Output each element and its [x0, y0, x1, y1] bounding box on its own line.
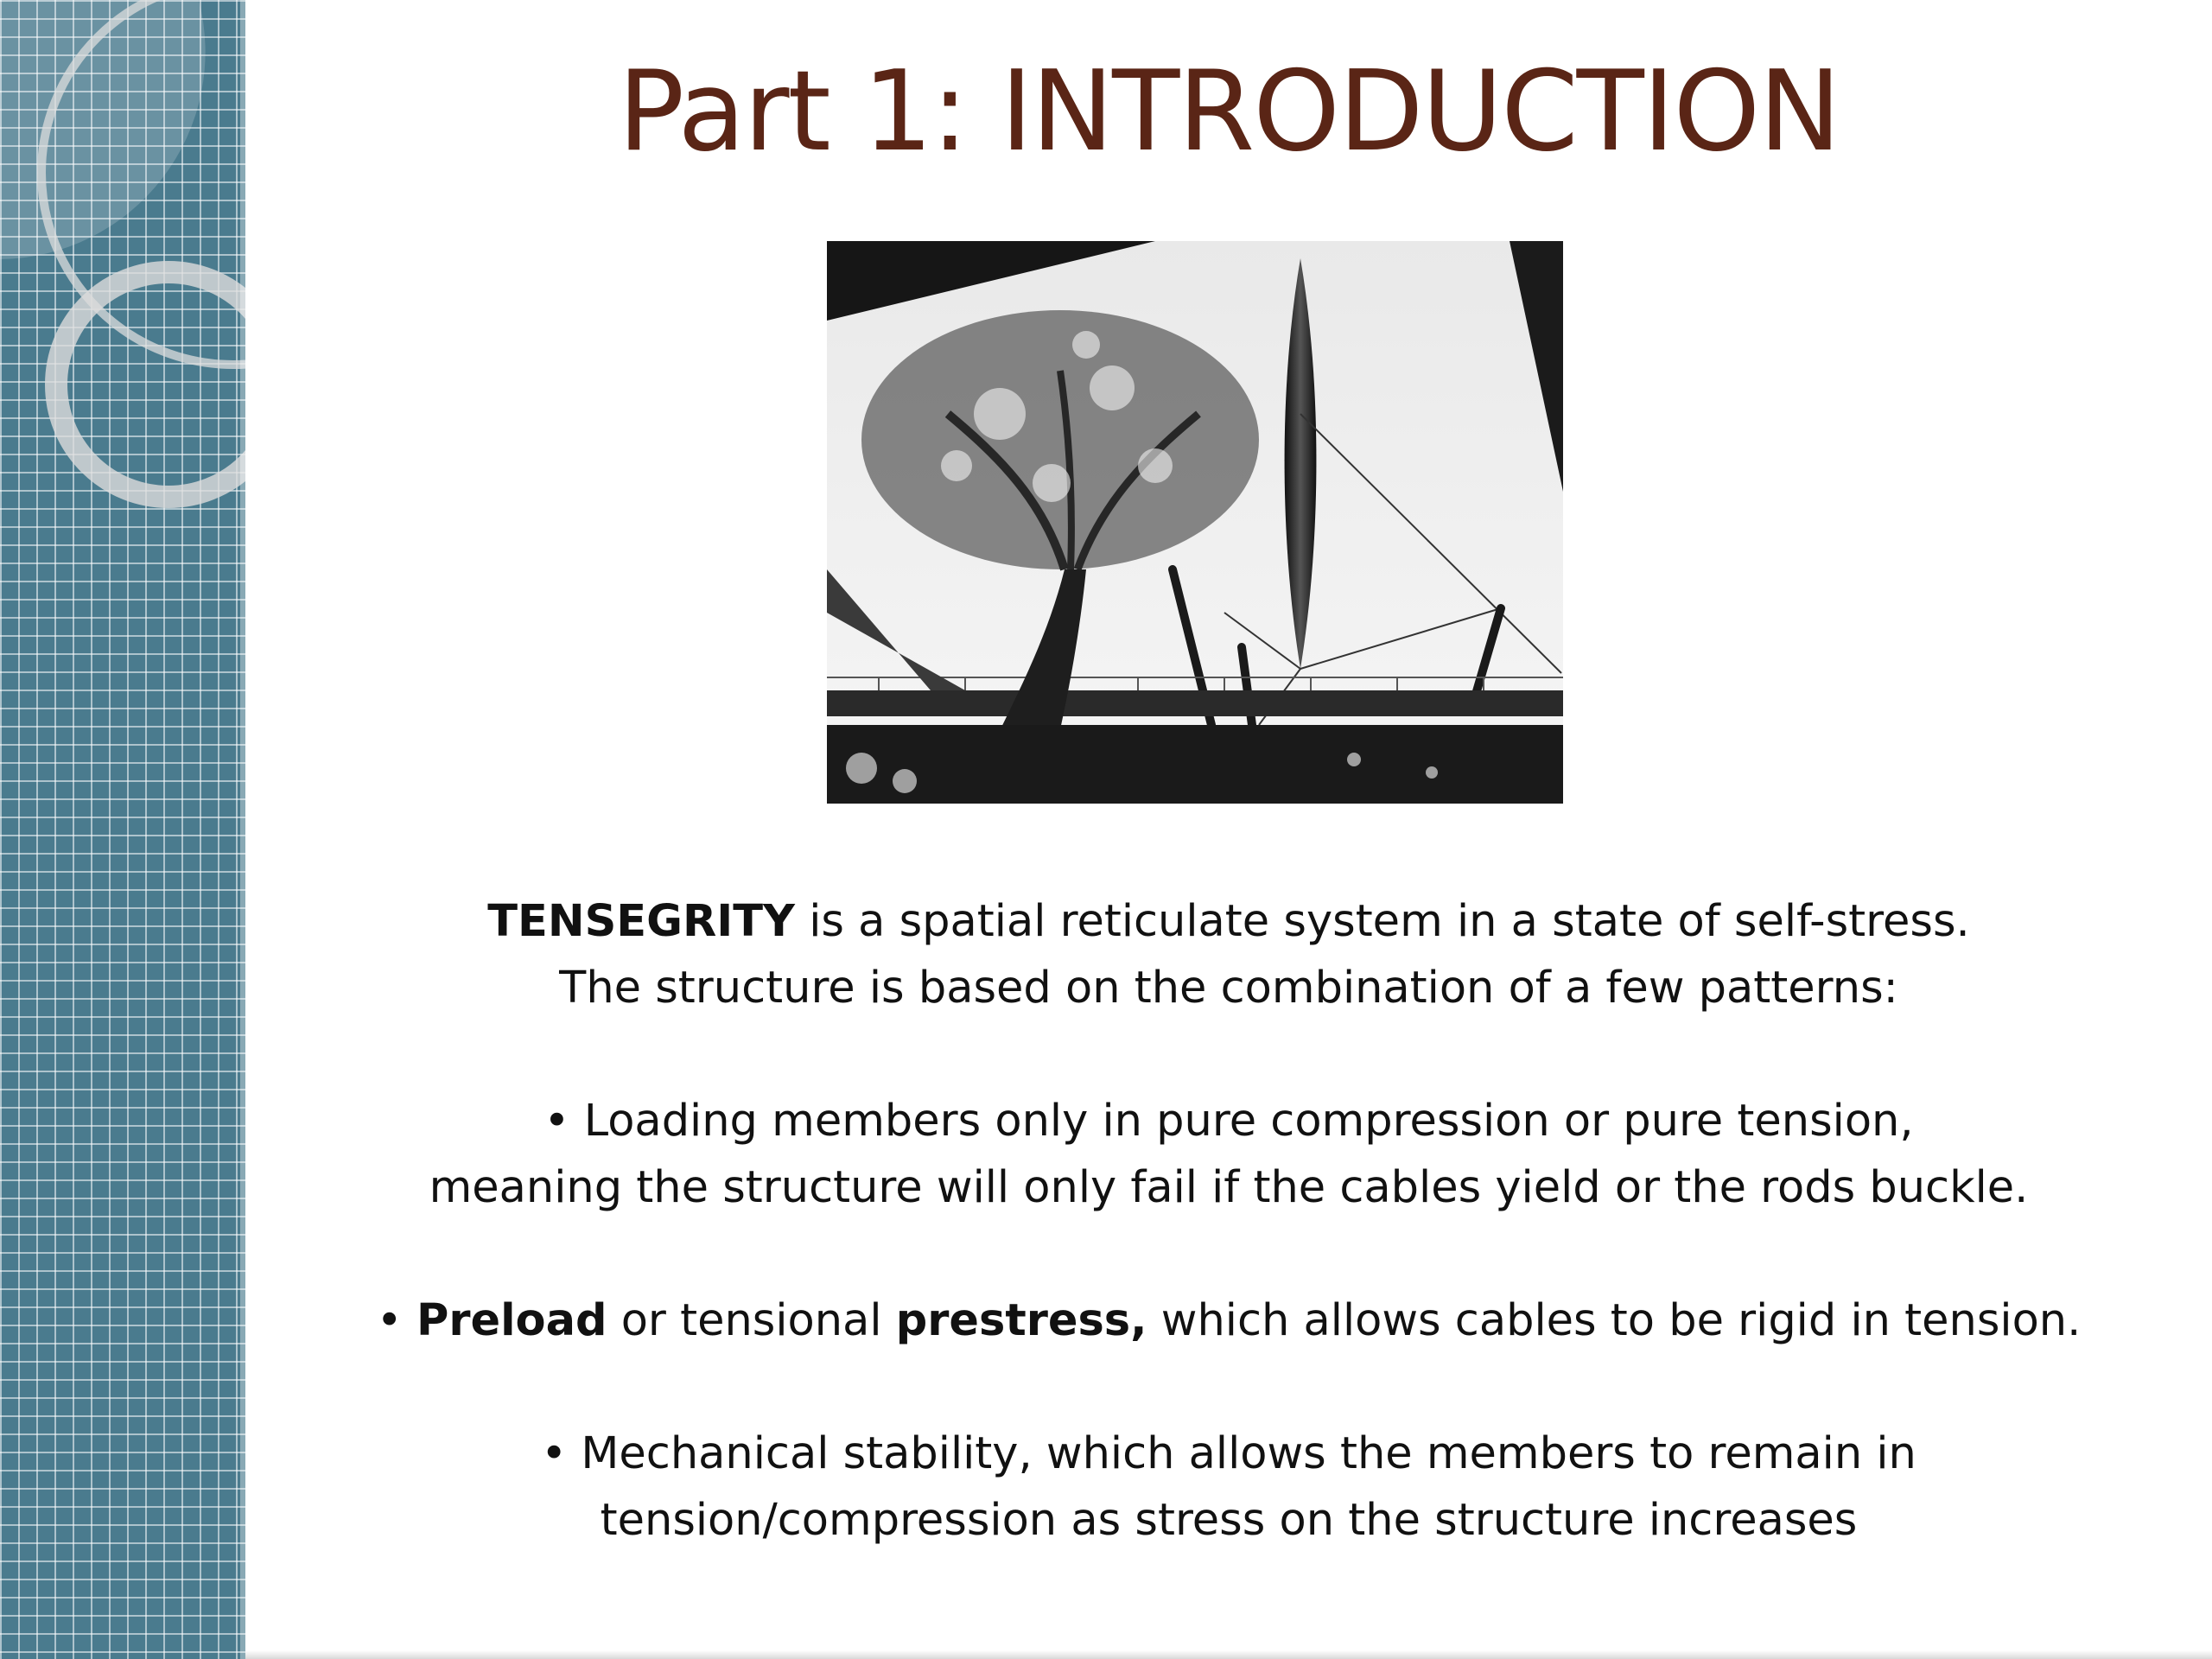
- slide-title: Part 1: INTRODUCTION: [617, 48, 1840, 176]
- bullet-3-line-1: • Mechanical stability, which allows the members to remain in: [541, 1428, 1916, 1479]
- decorative-sidebar: [0, 0, 245, 1659]
- bullet-1-line-1: • Loading members only in pure compression or pure tension,: [543, 1096, 1914, 1147]
- bottom-rule: [245, 1650, 2212, 1659]
- bullet-2-text-2: which allows cables to be rigid in tension.: [1147, 1295, 2082, 1346]
- term-preload: Preload: [416, 1295, 607, 1346]
- bullet-2: [245, 1287, 2212, 1354]
- bullet-2-text-1: or tensional: [607, 1295, 896, 1346]
- bullet-3-line-2: tension/compression as stress on the structure increases: [600, 1495, 1858, 1546]
- slide-body: [245, 888, 2212, 1554]
- definition-text: is a spatial reticulate system in a state of self-stress.: [794, 896, 1970, 947]
- bullet-2-marker: •: [376, 1295, 416, 1346]
- tensegrity-tower-photo: [827, 241, 1563, 804]
- decorative-rings: [0, 0, 245, 536]
- term-tensegrity: TENSEGRITY: [487, 896, 795, 947]
- intro-line-2: The structure is based on the combination of a few patterns:: [559, 963, 1898, 1014]
- intro-line-1: [245, 888, 2212, 955]
- bullet-1-line-2: meaning the structure will only fail if the cables yield or the rods buckle.: [429, 1162, 2029, 1213]
- term-prestress: prestress,: [895, 1295, 1147, 1346]
